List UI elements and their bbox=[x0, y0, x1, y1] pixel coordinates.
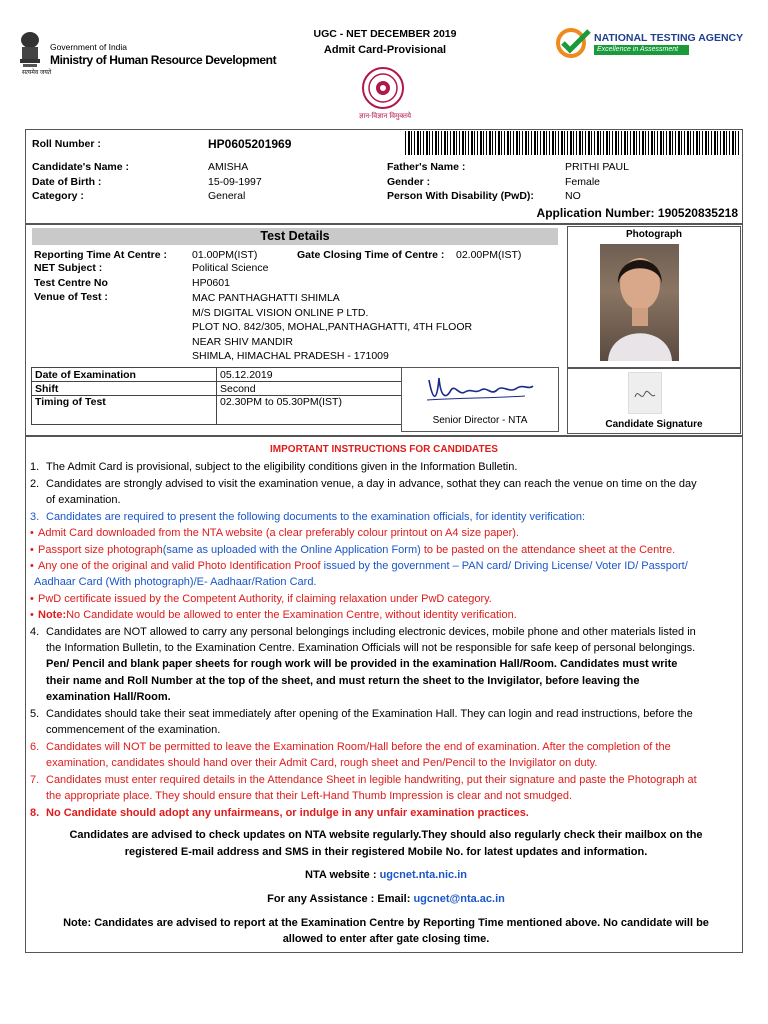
roll-number-value: HP0605201969 bbox=[208, 137, 292, 151]
advice-line-2: registered E-mail address and SMS in their registered Mobile No. for latest updates and information. bbox=[124, 846, 648, 858]
table-row bbox=[32, 382, 402, 396]
instruction-4-bold-2: their name and Roll Number at the top of the sheet, and must return the sheet to the Invigilator, before leaving the bbox=[46, 675, 640, 687]
venue-label: Venue of Test : bbox=[34, 291, 108, 303]
shift-value: Second bbox=[217, 382, 402, 396]
venue-line: SHIMLA, HIMACHAL PRADESH - 171009 bbox=[192, 350, 389, 362]
father-name-value: PRITHI PAUL bbox=[565, 161, 629, 173]
table-row bbox=[32, 368, 402, 382]
ministry-name: Ministry of Human Resource Development bbox=[50, 53, 277, 67]
instruction-4-cont: the Information Bulletin, to the Examination Centre. Examination Officials will not be responsible for safe keep of personal belongings. bbox=[46, 642, 696, 654]
instruction-bullet-5: • Note:No Candidate would be allowed to enter the Examination Centre, without identity verification. bbox=[30, 609, 517, 621]
pwd-value: NO bbox=[565, 190, 581, 202]
exam-title: UGC - NET DECEMBER 2019 bbox=[313, 28, 457, 40]
director-label: Senior Director - NTA bbox=[432, 415, 528, 426]
reporting-value: 01.00PM(IST) bbox=[192, 249, 258, 261]
exam-date-label: Date of Examination bbox=[32, 368, 217, 382]
gate-closing-label: Gate Closing Time of Centre : bbox=[297, 249, 445, 261]
assistance-email: For any Assistance : Email: ugcnet@nta.ac.in bbox=[267, 893, 505, 905]
signature-label: Candidate Signature bbox=[605, 419, 703, 430]
instruction-6: 6. Candidates will NOT be permitted to leave the Examination Room/Hall before the end of examination. After the completion of the bbox=[30, 741, 671, 753]
instruction-bullet-3: • Any one of the original and valid Photo Identification Proof issued by the government – PAN card/ Driving License/ Voter ID/ Passport/ bbox=[30, 560, 688, 572]
instruction-2: 2. Candidates are strongly advised to visit the examination venue, a day in advance, sothat they can reach the venue on time on the day bbox=[30, 478, 697, 490]
ugc-logo bbox=[361, 66, 405, 110]
instruction-bullet-3-cont: Aadhaar Card (With photograph)/E- Aadhaar/Ration Card. bbox=[34, 576, 317, 588]
nta-tagline: Excellence in Assessment bbox=[594, 45, 689, 55]
application-number bbox=[480, 206, 738, 220]
final-note-2: allowed to enter after gate closing time. bbox=[282, 933, 490, 945]
instruction-4-bold-1: Pen/ Pencil and blank paper sheets for rough work will be provided in the examination Hall/Room. Candidates must write bbox=[46, 658, 678, 670]
application-value: 190520835218 bbox=[657, 206, 738, 220]
instruction-3: 3. Candidates are required to present the following documents to the examination officials, for identity verification: bbox=[30, 511, 586, 523]
father-name-label: Father's Name : bbox=[387, 161, 466, 173]
gender-label: Gender : bbox=[387, 176, 431, 188]
dob-label: Date of Birth : bbox=[32, 176, 102, 188]
instruction-5: 5. Candidates should take their seat immediately after opening of the Examination Hall. They can login and read instructions, before the bbox=[30, 708, 693, 720]
instruction-4: 4. Candidates are NOT allowed to carry any personal belongings including electronic devices, mobile phone and other materials listed in bbox=[30, 626, 696, 638]
advice-line-1: Candidates are advised to check updates on NTA website regularly.They should also regularly check their mailbox on the bbox=[69, 829, 703, 841]
venue-line: MAC PANTHAGHATTI SHIMLA bbox=[192, 292, 340, 304]
final-note-1: Note: Candidates are advised to report at the Examination Centre by Reporting Time mentioned above. No candidate will be bbox=[63, 917, 709, 929]
photo-label: Photograph bbox=[625, 229, 683, 240]
instruction-2-cont: of examination. bbox=[46, 494, 121, 506]
centre-value: HP0601 bbox=[192, 277, 230, 289]
nta-name: NATIONAL TESTING AGENCY bbox=[594, 32, 744, 44]
exam-schedule-table bbox=[31, 367, 402, 425]
application-label: Application Number: bbox=[536, 206, 655, 220]
instruction-7: 7. Candidates must enter required details in the Attendance Sheet in legible handwriting, put their signature and paste the Photograph at bbox=[30, 774, 697, 786]
candidate-name-label: Candidate's Name : bbox=[32, 161, 130, 173]
card-title: Admit Card-Provisional bbox=[323, 44, 447, 56]
govt-line: Government of India bbox=[50, 42, 128, 52]
instruction-8: 8. No Candidate should adopt any unfairmeans, or indulge in any unfair examination practices. bbox=[30, 807, 529, 819]
barcode bbox=[405, 131, 740, 155]
reporting-label: Reporting Time At Centre : bbox=[34, 249, 168, 261]
venue-line: PLOT NO. 842/305, MOHAL,PANTHAGHATTI, 4TH FLOOR bbox=[192, 321, 473, 333]
timing-value: 02.30PM to 05.30PM(IST) bbox=[217, 396, 402, 425]
instruction-1: 1. The Admit Card is provisional, subject to the eligibility conditions given in the Information Bulletin. bbox=[30, 461, 518, 473]
nta-website: NTA website : ugcnet.nta.nic.in bbox=[305, 869, 467, 881]
gate-closing-value: 02.00PM(IST) bbox=[456, 249, 522, 261]
emblem-motto: सत्यमेव जयते bbox=[22, 70, 52, 76]
instruction-7-cont: the appropriate place. They should ensure that their Left-Hand Thumb Impression is clear and not smudged. bbox=[46, 790, 573, 802]
test-details-heading: Test Details bbox=[32, 228, 558, 245]
instruction-4-bold-3: examination Hall/Room. bbox=[46, 691, 171, 703]
venue-address bbox=[192, 291, 472, 364]
instruction-bullet-1: • Admit Card downloaded from the NTA website (a clear preferably colour printout on A4 size paper). bbox=[30, 527, 519, 539]
category-value: General bbox=[208, 190, 246, 202]
instruction-5-cont: commencement of the examination. bbox=[46, 724, 221, 736]
subject-value: Political Science bbox=[192, 262, 269, 274]
instructions-heading: IMPORTANT INSTRUCTIONS FOR CANDIDATES bbox=[270, 444, 498, 455]
email-link[interactable]: ugcnet@nta.ac.in bbox=[413, 893, 505, 905]
candidate-name-value: AMISHA bbox=[208, 161, 249, 173]
category-label: Category : bbox=[32, 190, 84, 202]
instruction-bullet-4: • PwD certificate issued by the Competent Authority, if claiming relaxation under PwD category. bbox=[30, 593, 492, 605]
pwd-label: Person With Disability (PwD): bbox=[387, 190, 534, 202]
venue-line: M/S DIGITAL VISION ONLINE P LTD. bbox=[192, 306, 369, 319]
roll-number-label: Roll Number : bbox=[32, 138, 101, 150]
website-link[interactable]: ugcnet.nta.nic.in bbox=[379, 869, 467, 881]
gender-value: Female bbox=[565, 176, 601, 188]
dob-value: 15-09-1997 bbox=[208, 176, 262, 188]
candidate-photograph bbox=[600, 244, 679, 361]
candidate-signature-image bbox=[628, 372, 662, 414]
ugc-motto: ज्ञान-विज्ञान विमुक्तये bbox=[358, 113, 412, 120]
venue-line: NEAR SHIV MANDIR bbox=[192, 335, 293, 348]
director-signature bbox=[425, 372, 535, 406]
timing-label: Timing of Test bbox=[32, 396, 217, 425]
table-row bbox=[32, 396, 402, 425]
subject-label: NET Subject : bbox=[34, 262, 103, 274]
exam-date-value: 05.12.2019 bbox=[217, 368, 402, 382]
shift-label: Shift bbox=[32, 382, 217, 396]
instruction-bullet-2: • Passport size photograph(same as uploaded with the Online Application Form) to be pasted on the attendance sheet at the Centre. bbox=[30, 544, 676, 556]
centre-label: Test Centre No bbox=[34, 277, 108, 289]
nta-logo-icon bbox=[556, 28, 592, 58]
instruction-6-cont: examination, candidates should hand over their Admit Card, rough sheet and Pen/Pencil to the Invigilator on duty. bbox=[46, 757, 598, 769]
